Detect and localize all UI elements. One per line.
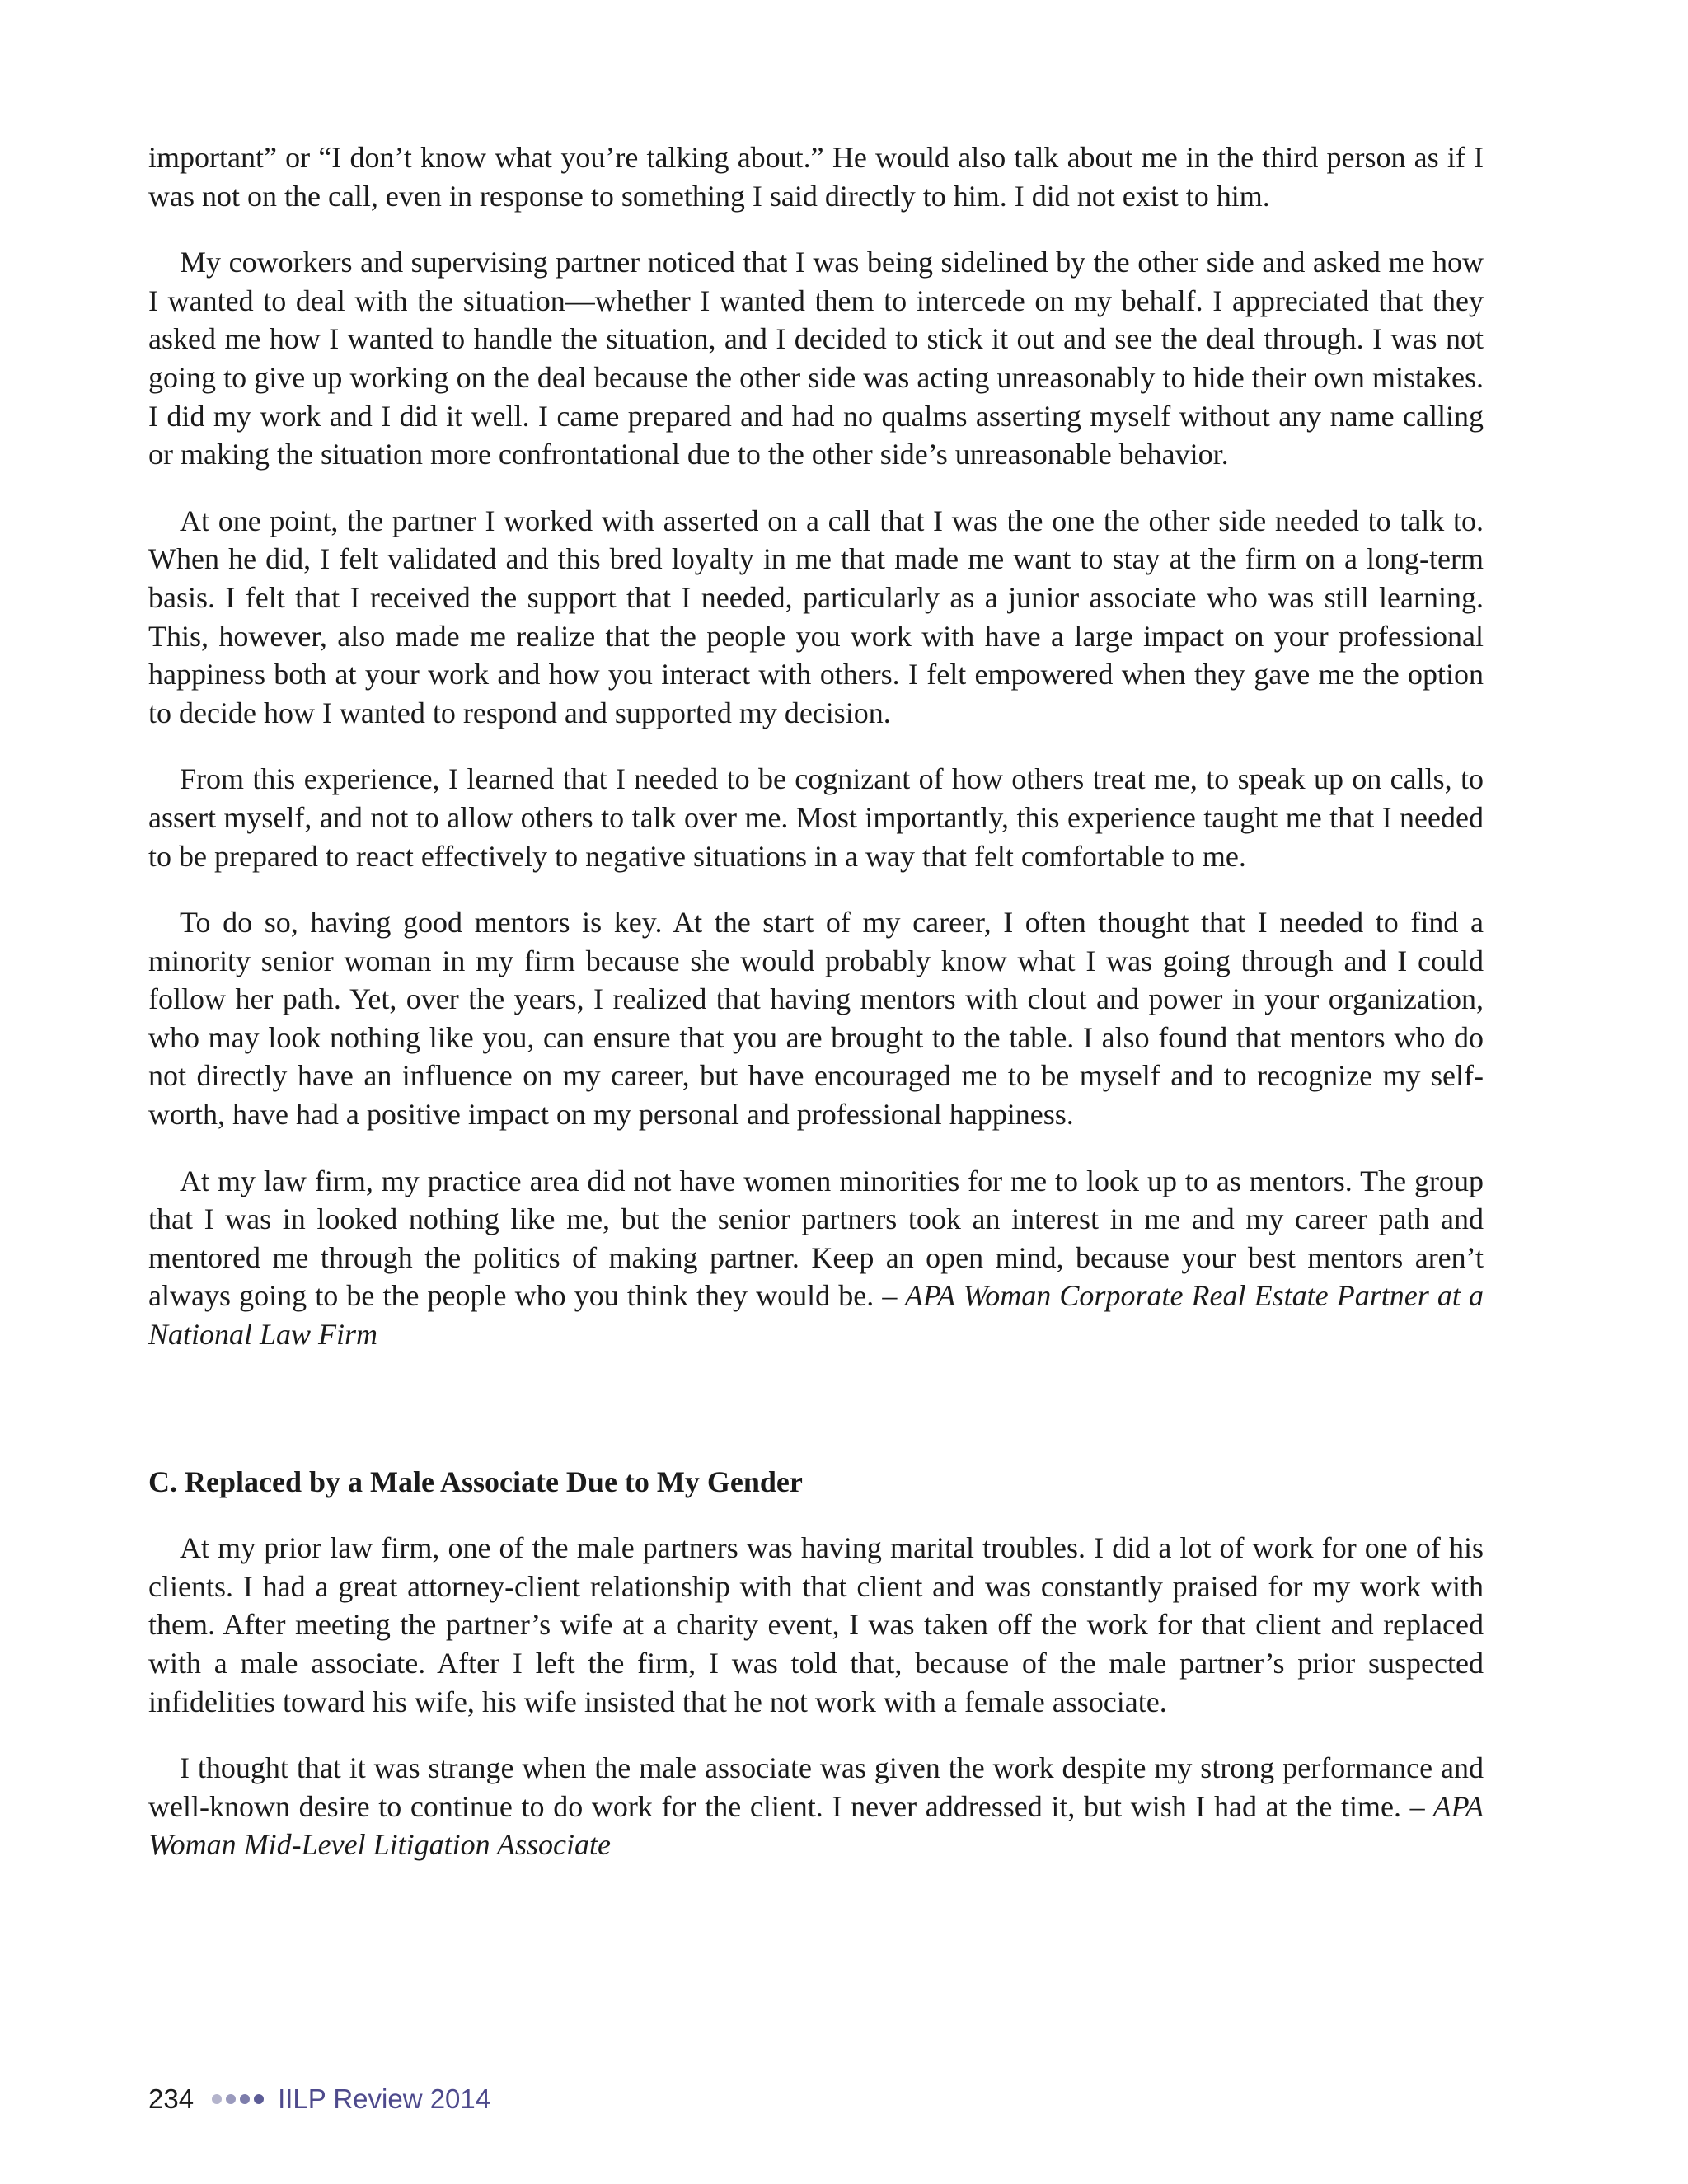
dot-icon [240,2094,250,2104]
dot-icon [254,2094,264,2104]
paragraph [148,138,1484,215]
paragraph-text: important” or “I don’t know what you’re talking about.” He would also talk about me in the third person as if I was not on the call, even in response to something I said directly to him. I did not exist to him. [148,141,1484,213]
dot-icon [226,2094,236,2104]
paragraph-text: At one point, the partner I worked with asserted on a call that I was the one the other side needed to talk to. When he did, I felt validated and this bred loyalty in me that made me want to stay at the firm on a long-term basis. I felt that I received the support that I needed, particularly as a junior associate who was still learning. This, however, also made me realize that the people you work with have a large impact on your professional happiness both at your work and how you interact with others. I felt empowered when they gave me the option to decide how I wanted to respond and supported my decision. [148,504,1484,729]
paragraph [148,760,1484,875]
quote-attribution: – APA Woman Corporate Real Estate Partner at a National Law Firm [148,1279,1484,1352]
four-dots-ornament-icon [212,2094,268,2104]
section-heading: C. Replaced by a Male Associate Due to My Gender [148,1465,803,1498]
body-text-column [148,138,1484,1864]
paragraph-text: At my prior law firm, one of the male partners was having marital troubles. I did a lot of work for one of his clients. I had a great attorney-client relationship with that client and was constantly praised for my work with them. After meeting the partner’s wife at a charity event, I was taken off the work for that client and replaced with a male associate. After I left the firm, I was told that, because of the male partner’s prior suspected infidelities toward his wife, his wife insisted that he not work with a female associate. [148,1531,1484,1718]
paragraph [148,243,1484,474]
paragraph [148,903,1484,1134]
dot-icon [212,2094,222,2104]
page-footer [148,2083,490,2115]
paragraph [148,502,1484,733]
publication-title: IILP Review 2014 [278,2083,491,2114]
paragraph [148,1529,1484,1721]
paragraph-text: I thought that it was strange when the male associate was given the work despite my strong performance and well-known desire to continue to do work for the client. I never addressed it, but wish I had at the time. [148,1751,1484,1823]
page-number: 234 [148,2083,195,2114]
paragraph [148,1749,1484,1864]
paragraph-text: To do so, having good mentors is key. At the start of my career, I often thought that I needed to find a minority senior woman in my firm because she would probably know what I was going through and I could follow her path. Yet, over the years, I realized that having mentors with clout and power in your organization, who may look nothing like you, can ensure that you are brought to the table. I also found that mentors who do not directly have an influence on my career, but have encouraged me to be myself and to recognize my self-worth, have had a positive impact on my personal and professional happiness. [148,906,1484,1132]
paragraph [148,1162,1484,1354]
quote-attribution: – APA Woman Mid-Level Litigation Associate [148,1789,1484,1862]
paragraph-text: From this experience, I learned that I needed to be cognizant of how others treat me, to speak up on calls, to assert myself, and not to allow others to talk over me. Most importantly, this experience taught me that I needed to be prepared to react effectively to negative situations in a way that felt comfortable to me. [148,762,1484,873]
paragraph-text: At my law firm, my practice area did not have women minorities for me to look up to as mentors. The group that I was in looked nothing like me, but the senior partners took an interest in me and my career path and mentored me through the politics of making partner. Keep an open mind, because your best mentors aren’t always going to be the people who you think they would be. [148,1164,1484,1313]
paragraph-text: My coworkers and supervising partner noticed that I was being sidelined by the other side and asked me how I wanted to deal with the situation—whether I wanted them to intercede on my behalf. I appreciated that they asked me how I wanted to handle the situation, and I decided to stick it out and see the deal through. I was not going to give up working on the deal because the other side was acting unreasonably to hide their own mistakes. I did my work and I did it well. I came prepared and had no qualms asserting myself without any name calling or making the situation more confrontational due to the other side’s unreasonable behavior. [148,246,1484,471]
